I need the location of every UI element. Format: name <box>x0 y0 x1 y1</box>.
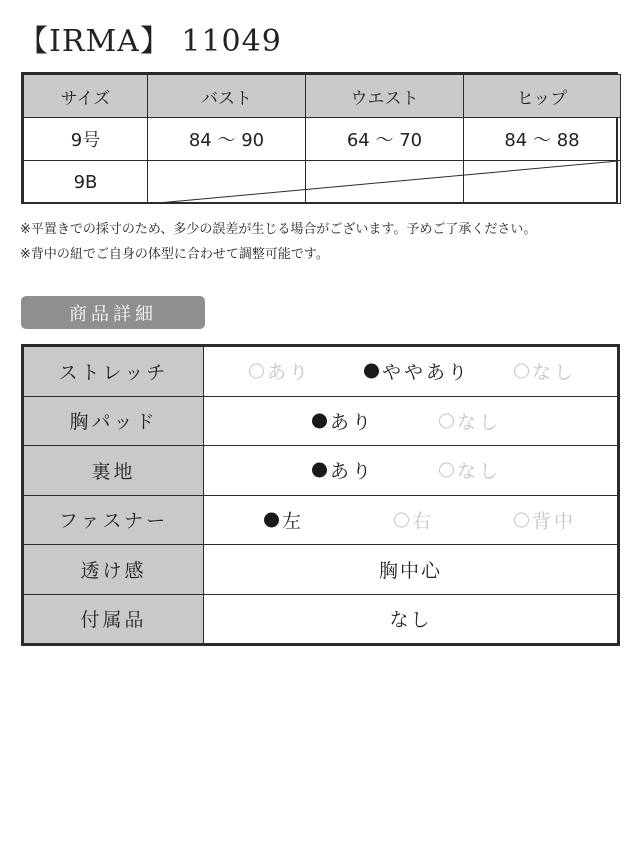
size-cell-waist: 64 ～ 70 <box>306 118 464 161</box>
note-measurement: ※平置きでの採寸のため、多少の誤差が生じる場合がございます。予めご了承ください。 <box>20 222 537 237</box>
filled-circle-icon <box>312 463 327 478</box>
option-stretch-slight: ややあり <box>364 358 470 385</box>
option-lining-none: なし <box>439 457 501 484</box>
note-adjustable: ※背中の紐でご自身の体型に合わせて調整可能です。 <box>20 247 329 262</box>
page-title: 【IRMA】 11049 <box>18 24 282 59</box>
table-row <box>24 396 618 446</box>
filled-circle-icon <box>364 364 379 379</box>
details-badge: 商品詳細 <box>21 296 205 329</box>
size-cell-waist <box>306 161 464 204</box>
option-pad-yes: あり <box>312 407 374 434</box>
detail-value-accessories: なし <box>204 594 618 644</box>
detail-label-stretch: ストレッチ <box>24 347 204 397</box>
size-table-header-row <box>24 75 621 118</box>
detail-label-zipper: ファスナー <box>24 495 204 545</box>
option-pad-none: なし <box>439 407 501 434</box>
empty-circle-icon <box>439 413 454 428</box>
size-header-waist: ウエスト <box>306 75 464 118</box>
option-stretch-none: なし <box>514 358 576 385</box>
size-header-hip: ヒップ <box>464 75 621 118</box>
empty-circle-icon <box>394 512 409 527</box>
size-cell-hip: 84 ～ 88 <box>464 118 621 161</box>
details-table <box>21 344 620 646</box>
filled-circle-icon <box>312 413 327 428</box>
table-row <box>24 594 618 644</box>
empty-circle-icon <box>249 364 264 379</box>
detail-values-lining <box>204 446 618 496</box>
size-cell-bust: 84 ～ 90 <box>148 118 306 161</box>
table-row <box>24 161 621 204</box>
table-row <box>24 118 621 161</box>
detail-label-accessories: 付属品 <box>24 594 204 644</box>
filled-circle-icon <box>264 512 279 527</box>
detail-value-sheerness: 胸中心 <box>204 545 618 595</box>
option-zipper-right: 右 <box>394 506 434 533</box>
size-cell-name: 9号 <box>24 118 148 161</box>
detail-values-zipper <box>204 495 618 545</box>
empty-circle-icon <box>514 512 529 527</box>
size-cell-bust <box>148 161 306 204</box>
detail-label-sheerness: 透け感 <box>24 545 204 595</box>
detail-label-bust-pad: 胸パッド <box>24 396 204 446</box>
option-stretch-yes: あり <box>249 358 311 385</box>
table-row <box>24 446 618 496</box>
option-zipper-back: 背中 <box>514 506 576 533</box>
detail-values-bust-pad <box>204 396 618 446</box>
option-lining-yes: あり <box>312 457 374 484</box>
size-header-size: サイズ <box>24 75 148 118</box>
size-table <box>21 72 618 204</box>
size-header-bust: バスト <box>148 75 306 118</box>
size-cell-name: 9B <box>24 161 148 204</box>
detail-values-stretch <box>204 347 618 397</box>
empty-circle-icon <box>514 364 529 379</box>
table-row <box>24 347 618 397</box>
size-cell-hip <box>464 161 621 204</box>
empty-circle-icon <box>439 463 454 478</box>
table-row <box>24 545 618 595</box>
table-row <box>24 495 618 545</box>
detail-label-lining: 裏地 <box>24 446 204 496</box>
option-zipper-left: 左 <box>264 506 304 533</box>
